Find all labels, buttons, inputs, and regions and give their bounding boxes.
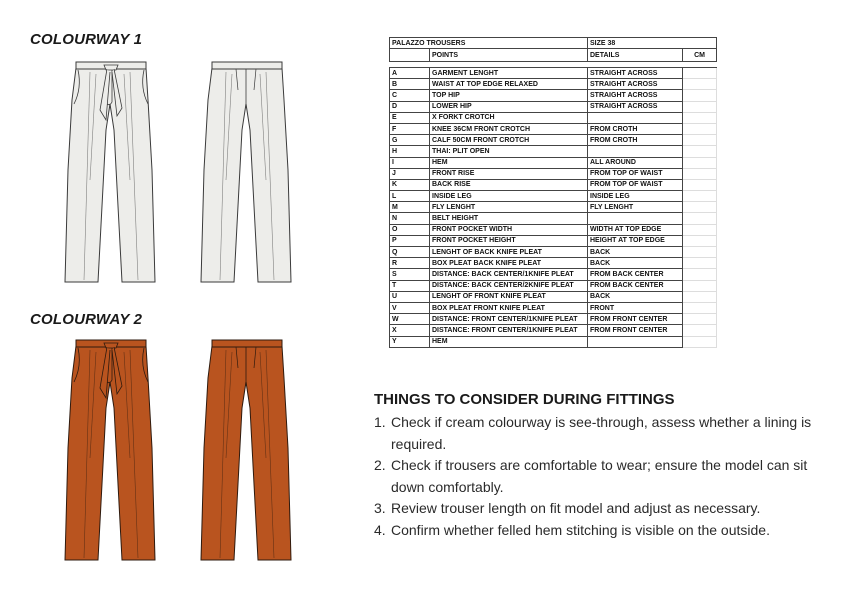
spec-detail: FROM BACK CENTER <box>588 269 683 280</box>
spec-details-header: DETAILS <box>588 49 683 62</box>
note-text: Check if trousers are comfortable to wear; ensure the model can sit down comfortably. <box>391 457 808 495</box>
note-item <box>374 498 834 520</box>
spec-code: P <box>390 235 430 246</box>
spec-points-header: POINTS <box>430 49 588 62</box>
spec-row <box>390 302 717 313</box>
spec-point: THAI: PLIT OPEN <box>430 146 588 157</box>
note-number: 2. <box>374 457 386 473</box>
spec-code: R <box>390 258 430 269</box>
spec-row <box>390 280 717 291</box>
spec-row <box>390 191 717 202</box>
spec-point: INSIDE LEG <box>430 191 588 202</box>
spec-code: G <box>390 135 430 146</box>
note-text: Review trouser length on fit model and adjust as necessary. <box>391 500 761 516</box>
spec-row <box>390 258 717 269</box>
spec-cm-value <box>683 325 717 336</box>
spec-row <box>390 146 717 157</box>
spec-detail <box>588 213 683 224</box>
spec-row <box>390 235 717 246</box>
spec-code: U <box>390 291 430 302</box>
spec-code: E <box>390 112 430 123</box>
spec-row <box>390 157 717 168</box>
spec-point: HEM <box>430 336 588 347</box>
spec-code: L <box>390 191 430 202</box>
spec-code: Q <box>390 247 430 258</box>
spec-code: B <box>390 79 430 90</box>
spec-cm-value <box>683 191 717 202</box>
spec-title-row <box>390 38 717 49</box>
spec-point: BELT HEIGHT <box>430 213 588 224</box>
spec-cm-value <box>683 202 717 213</box>
spec-header-row <box>390 49 717 62</box>
spec-point: DISTANCE: BACK CENTER/2KNIFE PLEAT <box>430 280 588 291</box>
spec-cm-value <box>683 291 717 302</box>
spec-detail <box>588 112 683 123</box>
spec-cm-value <box>683 258 717 269</box>
spec-detail: FROM FRONT CENTER <box>588 325 683 336</box>
note-number: 4. <box>374 521 386 538</box>
spec-code-header <box>390 49 430 62</box>
spec-code: A <box>390 68 430 79</box>
spec-detail <box>588 336 683 347</box>
trouser-body <box>65 68 155 282</box>
notes-list <box>374 412 834 541</box>
spec-size: SIZE 38 <box>588 38 717 49</box>
spec-detail: FROM FRONT CENTER <box>588 314 683 325</box>
spec-detail: INSIDE LEG <box>588 191 683 202</box>
spec-cm-value <box>683 269 717 280</box>
spec-cm-value <box>683 101 717 112</box>
spec-code: T <box>390 280 430 291</box>
spec-cm-value <box>683 68 717 79</box>
spec-row <box>390 90 717 101</box>
spec-row <box>390 269 717 280</box>
spec-point: KNEE 36CM FRONT CROTCH <box>430 123 588 134</box>
spec-detail: STRAIGHT ACROSS <box>588 68 683 79</box>
spec-row <box>390 291 717 302</box>
spec-point: X FORKT CROTCH <box>430 112 588 123</box>
spec-code: Y <box>390 336 430 347</box>
spec-detail: BACK <box>588 258 683 269</box>
spec-detail: FROM BACK CENTER <box>588 280 683 291</box>
spec-cm-header: CM <box>683 49 717 62</box>
spec-table <box>389 37 717 348</box>
spec-code: M <box>390 202 430 213</box>
spec-row <box>390 179 717 190</box>
spec-row <box>390 336 717 347</box>
spec-code: N <box>390 213 430 224</box>
spec-cm-value <box>683 224 717 235</box>
spec-cm-value <box>683 314 717 325</box>
spec-code: K <box>390 179 430 190</box>
note-item <box>374 520 834 542</box>
spec-code: D <box>390 101 430 112</box>
spec-row <box>390 123 717 134</box>
belt-knot <box>104 343 118 348</box>
spec-cm-value <box>683 90 717 101</box>
waistband <box>212 340 282 347</box>
trouser-body <box>65 346 155 560</box>
spec-point: DISTANCE: FRONT CENTER/1KNIFE PLEAT <box>430 325 588 336</box>
spec-detail: HEIGHT AT TOP EDGE <box>588 235 683 246</box>
colourway-1-title: COLOURWAY 1 <box>30 31 143 48</box>
spec-code: W <box>390 314 430 325</box>
spec-point: WAIST AT TOP EDGE RELAXED <box>430 79 588 90</box>
spec-cm-value <box>683 157 717 168</box>
spec-row <box>390 325 717 336</box>
spec-point: LOWER HIP <box>430 101 588 112</box>
spec-detail: FROM TOP OF WAIST <box>588 179 683 190</box>
spec-detail: BACK <box>588 291 683 302</box>
notes-title: THINGS TO CONSIDER DURING FITTINGS <box>374 391 675 408</box>
spec-detail: STRAIGHT ACROSS <box>588 90 683 101</box>
spec-cm-value <box>683 247 717 258</box>
waistband <box>212 62 282 69</box>
spec-point: BACK RISE <box>430 179 588 190</box>
spec-code: O <box>390 224 430 235</box>
spec-cm-value <box>683 79 717 90</box>
belt-knot <box>104 65 118 70</box>
spec-point: LENGHT OF BACK KNIFE PLEAT <box>430 247 588 258</box>
spec-detail: WIDTH AT TOP EDGE <box>588 224 683 235</box>
colourway-2-front-sketch <box>60 338 160 568</box>
spec-code: F <box>390 123 430 134</box>
spec-cm-value <box>683 112 717 123</box>
spec-detail: FLY LENGHT <box>588 202 683 213</box>
spec-cm-value <box>683 179 717 190</box>
spec-row <box>390 314 717 325</box>
spec-row <box>390 68 717 79</box>
spec-point: BOX PLEAT BACK KNIFE PLEAT <box>430 258 588 269</box>
spec-point: FLY LENGHT <box>430 202 588 213</box>
spec-point: HEM <box>430 157 588 168</box>
spec-code: S <box>390 269 430 280</box>
spec-code: J <box>390 168 430 179</box>
spec-detail <box>588 146 683 157</box>
spec-row <box>390 112 717 123</box>
spec-row <box>390 135 717 146</box>
spec-code: C <box>390 90 430 101</box>
spec-row <box>390 79 717 90</box>
spec-point: TOP HIP <box>430 90 588 101</box>
spec-point: FRONT POCKET WIDTH <box>430 224 588 235</box>
note-number: 1. <box>374 414 386 430</box>
spec-point: BOX PLEAT FRONT KNIFE PLEAT <box>430 302 588 313</box>
spec-point: DISTANCE: BACK CENTER/1KNIFE PLEAT <box>430 269 588 280</box>
colourway-1-back-sketch <box>196 60 296 290</box>
spec-cm-value <box>683 146 717 157</box>
spec-row <box>390 168 717 179</box>
spec-cm-value <box>683 168 717 179</box>
note-number: 3. <box>374 500 386 516</box>
spec-code: V <box>390 302 430 313</box>
spec-cm-value <box>683 213 717 224</box>
spec-detail: BACK <box>588 247 683 258</box>
fitting-notes <box>374 391 834 541</box>
colourway-1-front-sketch <box>60 60 160 290</box>
spec-detail: STRAIGHT ACROSS <box>588 79 683 90</box>
note-text: Confirm whether felled hem stitching is visible on the outside. <box>391 521 770 538</box>
spec-code: H <box>390 146 430 157</box>
note-text: Check if cream colourway is see-through, assess whether a lining is required. <box>391 414 812 452</box>
spec-point: DISTANCE: FRONT CENTER/1KNIFE PLEAT <box>430 314 588 325</box>
spec-cm-value <box>683 235 717 246</box>
spec-cm-value <box>683 135 717 146</box>
spec-detail: ALL AROUND <box>588 157 683 168</box>
colourway-2-title: COLOURWAY 2 <box>30 311 143 328</box>
colourway-2-back-sketch <box>196 338 296 568</box>
spec-detail: STRAIGHT ACROSS <box>588 101 683 112</box>
spec-point: FRONT RISE <box>430 168 588 179</box>
note-item <box>374 455 834 498</box>
spec-detail: FROM TOP OF WAIST <box>588 168 683 179</box>
spec-detail: FRONT <box>588 302 683 313</box>
spec-code: I <box>390 157 430 168</box>
spec-row <box>390 202 717 213</box>
spec-point: GARMENT LENGHT <box>430 68 588 79</box>
spec-point: LENGHT OF FRONT KNIFE PLEAT <box>430 291 588 302</box>
spec-title: PALAZZO TROUSERS <box>390 38 588 49</box>
note-item <box>374 412 834 455</box>
spec-code: X <box>390 325 430 336</box>
spec-detail: FROM CROTH <box>588 135 683 146</box>
spec-point: CALF 50CM FRONT CROTCH <box>430 135 588 146</box>
spec-cm-value <box>683 123 717 134</box>
spec-point: FRONT POCKET HEIGHT <box>430 235 588 246</box>
spec-row <box>390 247 717 258</box>
spec-cm-value <box>683 280 717 291</box>
spec-row <box>390 213 717 224</box>
spec-cm-value <box>683 336 717 347</box>
spec-row <box>390 224 717 235</box>
spec-row <box>390 101 717 112</box>
spec-detail: FROM CROTH <box>588 123 683 134</box>
spec-cm-value <box>683 302 717 313</box>
